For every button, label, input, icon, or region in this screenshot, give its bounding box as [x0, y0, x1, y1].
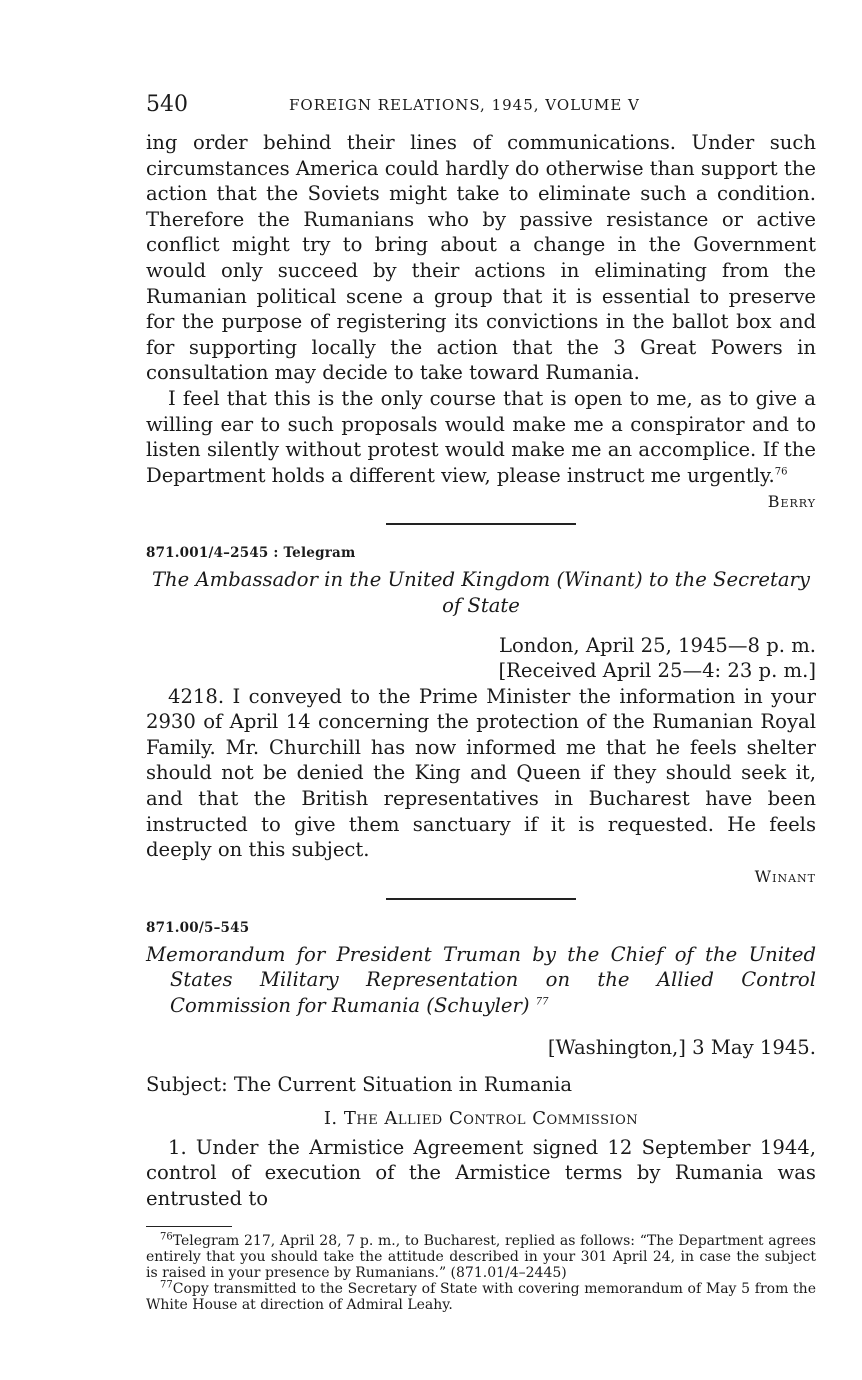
file-number: 871.001/4–2545 : Telegram — [146, 545, 356, 562]
paragraph-conclusion: I feel that this is the only course that is open to me, as to give a willing ear to such proposals would make me a conspirator and to listen silently without protest would make me an accomplice. If the Department holds a different view, please instruct me urgently.$^{76}$ — [146, 386, 816, 487]
document-heading: The Ambassador in the United Kingdom (Winant) to the Secretary of State — [151, 568, 810, 617]
document-page — [146, 92, 816, 1313]
running-title: FOREIGN RELATIONS, 1945, VOLUME V — [289, 96, 640, 114]
footnote: $^{76}$Telegram 217, April 28, 7 p. m., to Bucharest, replied as follows: “The Department agrees entirely that you should take the attitude described in your 301 April 24, in case the subject is raised in your presence by Rumanians.” (871.01/4–2445) — [146, 1230, 816, 1281]
page-number: 540 — [146, 92, 188, 117]
footnote-ref-77: 77 — [535, 996, 549, 1008]
page-header — [146, 92, 816, 122]
footnote: $^{77}$Copy transmitted to the Secretary of State with covering memorandum of May 5 from the White House at direction of Admiral Leahy. — [146, 1278, 816, 1313]
section-divider — [386, 523, 576, 525]
paragraph-continuation: ing order behind their lines of communications. Under such circumstances America could hardly do otherwise than support the action that the Soviets might take to eliminate such a condition. Therefore the Rumanians who by passive resistance or active conflict might try to bring about a change in the Government would only succeed by their actions in eliminating from the Rumanian political scene a group that it is essential to preserve for the purpose of registering its convictions in the ballot box and for supporting locally the action that the 3 Great Powers in consultation may decide to take toward Rumania. — [146, 131, 816, 385]
footnote-ref-76: 76 — [774, 466, 788, 478]
memo-body: 1. Under the Armistice Agreement signed 12 September 1944, control of execution of the Armistice terms by Rumania was entrusted to — [146, 1135, 816, 1210]
file-number: 871.00/5–545 — [146, 919, 250, 936]
dateline: London, April 25, 1945—8 p. m. — [498, 633, 816, 657]
section-heading: I. The Allied Control Commission — [323, 1107, 639, 1129]
footnote-divider — [146, 1226, 232, 1227]
dateline: [Washington,] 3 May 1945. — [547, 1035, 816, 1059]
subject-line: Subject: The Current Situation in Rumania — [146, 1073, 573, 1097]
section-divider — [386, 898, 576, 900]
document-heading: Memorandum for President Truman by the Chief of the United States Military Representation on the Allied Control Commission for Rumania (Schuyler) $^{77}$ — [146, 942, 816, 1018]
signature-berry: Berry — [767, 492, 816, 512]
signature-winant: Winant — [754, 866, 816, 886]
telegram-body: 4218. I conveyed to the Prime Minister the information in your 2930 of April 14 concerning the protection of the Rumanian Royal Family. Mr. Churchill has now informed me that he feels shelter should not be denied the King and Queen if they should seek it, and that the British representatives in Bucharest have been instructed to give them sanctuary if it is requested. He feels deeply on this subject. — [146, 684, 816, 862]
received-line: [Received April 25—4: 23 p. m.] — [498, 659, 816, 683]
